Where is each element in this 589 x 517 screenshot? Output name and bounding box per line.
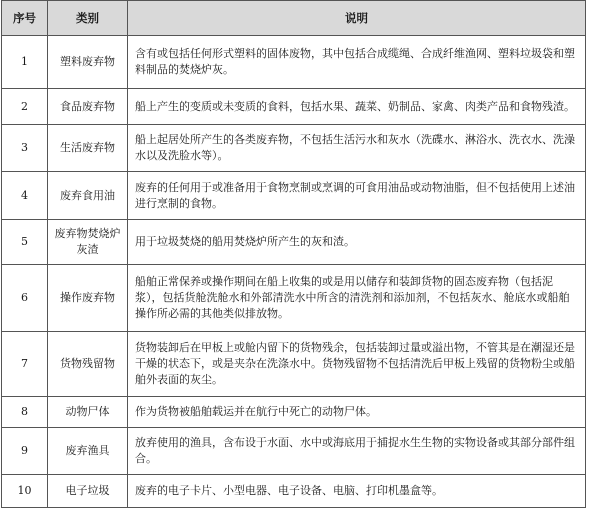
row-no: 4 bbox=[2, 172, 48, 220]
header-no: 序号 bbox=[2, 1, 48, 36]
row-category: 操作废弃物 bbox=[48, 265, 128, 332]
row-category: 废弃物焚烧炉灰渣 bbox=[48, 220, 128, 265]
table-row bbox=[2, 36, 586, 89]
table-row bbox=[2, 475, 586, 508]
row-no: 9 bbox=[2, 428, 48, 475]
header-row bbox=[2, 1, 586, 36]
row-no: 7 bbox=[2, 332, 48, 397]
table-body bbox=[2, 36, 586, 508]
row-category: 废弃渔具 bbox=[48, 428, 128, 475]
row-no: 1 bbox=[2, 36, 48, 89]
row-no: 6 bbox=[2, 265, 48, 332]
table-row bbox=[2, 332, 586, 397]
row-no: 10 bbox=[2, 475, 48, 508]
header-category: 类别 bbox=[48, 1, 128, 36]
row-category: 电子垃圾 bbox=[48, 475, 128, 508]
row-no: 2 bbox=[2, 89, 48, 125]
table-row bbox=[2, 172, 586, 220]
row-description: 货物装卸后在甲板上或舱内留下的货物残余，包括装卸过量或溢出物，不管其是在潮湿还是干燥的状态下，或是夹杂在洗涤水中。货物残留物不包括清洗后甲板上残留的货物粉尘或船舶外表面的灰尘。 bbox=[128, 332, 586, 397]
row-description: 船舶正常保养或操作期间在船上收集的或是用以储存和装卸货物的固态废弃物（包括泥浆），包括货舱洗舱水和外部清洗水中所含的清洗剂和添加剂，不包括灰水、舱底水或船舶操作所必需的其他类似排放物。 bbox=[128, 265, 586, 332]
row-description: 放弃使用的渔具，含布设于水面、水中或海底用于捕捉水生生物的实物设备或其部分部件组合。 bbox=[128, 428, 586, 475]
row-description: 船上产生的变质或未变质的食料，包括水果、蔬菜、奶制品、家禽、肉类产品和食物残渣。 bbox=[128, 89, 586, 125]
row-category: 动物尸体 bbox=[48, 397, 128, 428]
row-category: 废弃食用油 bbox=[48, 172, 128, 220]
row-category: 货物残留物 bbox=[48, 332, 128, 397]
garbage-category-table bbox=[1, 0, 586, 508]
row-category: 塑料废弃物 bbox=[48, 36, 128, 89]
table-row bbox=[2, 220, 586, 265]
table-row bbox=[2, 89, 586, 125]
row-description: 废弃的电子卡片、小型电器、电子设备、电脑、打印机墨盒等。 bbox=[128, 475, 586, 508]
table-row bbox=[2, 265, 586, 332]
table-row bbox=[2, 125, 586, 172]
row-category: 生活废弃物 bbox=[48, 125, 128, 172]
header-description: 说明 bbox=[128, 1, 586, 36]
row-description: 船上起居处所产生的各类废弃物，不包括生活污水和灰水（洗碟水、淋浴水、洗衣水、洗澡水以及洗脸水等）。 bbox=[128, 125, 586, 172]
row-description: 废弃的任何用于或准备用于食物烹制或烹调的可食用油品或动物油脂，但不包括使用上述油进行烹制的食物。 bbox=[128, 172, 586, 220]
row-description: 作为货物被船舶载运并在航行中死亡的动物尸体。 bbox=[128, 397, 586, 428]
row-no: 3 bbox=[2, 125, 48, 172]
table-header bbox=[2, 1, 586, 36]
row-no: 5 bbox=[2, 220, 48, 265]
table-row bbox=[2, 428, 586, 475]
row-category: 食品废弃物 bbox=[48, 89, 128, 125]
table-row bbox=[2, 397, 586, 428]
row-description: 含有或包括任何形式塑料的固体废物，其中包括合成缆绳、合成纤维渔网、塑料垃圾袋和塑料制品的焚烧炉灰。 bbox=[128, 36, 586, 89]
row-no: 8 bbox=[2, 397, 48, 428]
row-description: 用于垃圾焚烧的船用焚烧炉所产生的灰和渣。 bbox=[128, 220, 586, 265]
